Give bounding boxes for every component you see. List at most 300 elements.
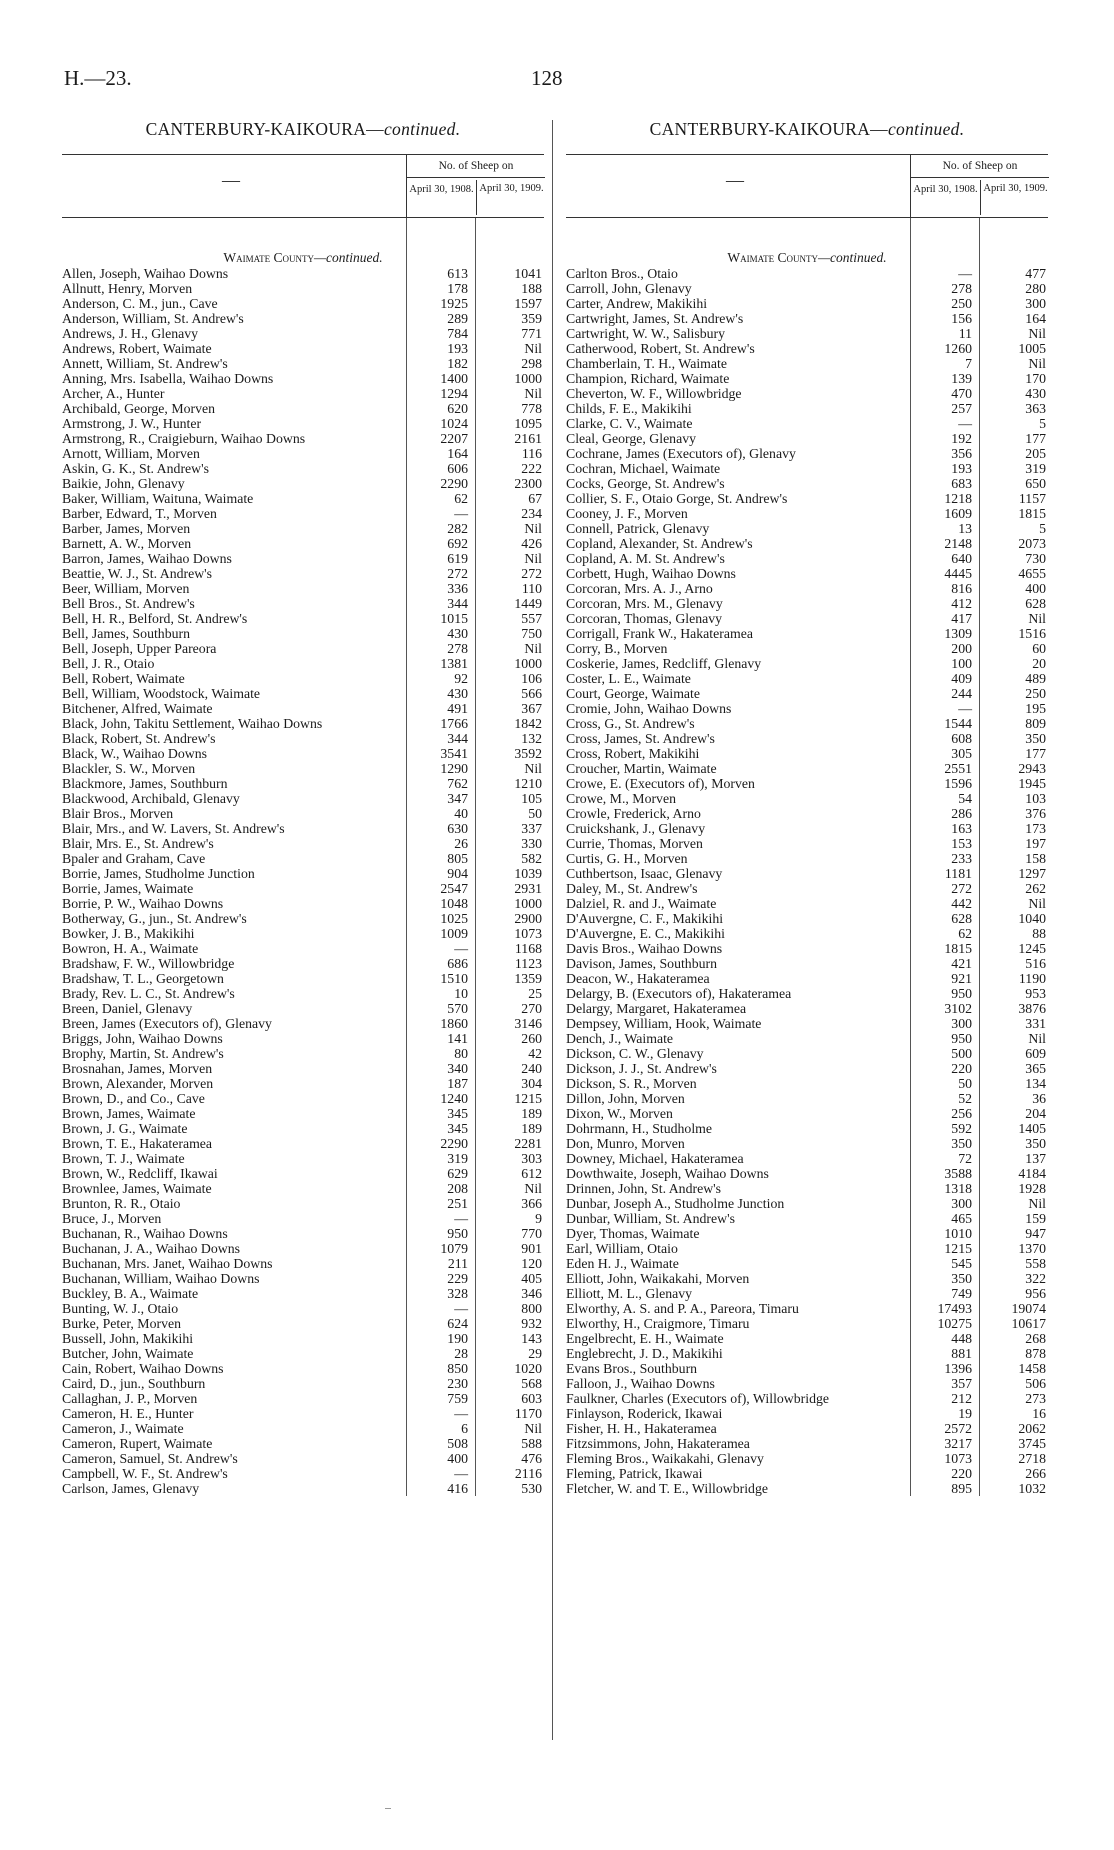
sheep-1908-value: 178 [447,281,468,296]
holder-name: Don, Munro, Morven [566,1136,685,1151]
sheep-1909-value: 204 [1025,1106,1046,1121]
holder-name: Bunting, W. J., Otaio [62,1301,179,1316]
table-row [62,926,544,941]
table-row [62,656,544,671]
sheep-1909-value: 110 [521,581,542,596]
table-row [566,446,1048,461]
sheep-1909-value: 1000 [514,656,542,671]
holder-name: Cooney, J. F., Morven [566,506,688,521]
sheep-1908-value: 357 [951,1376,972,1391]
table-row [566,626,1048,641]
holder-name: Cuthbertson, Isaac, Glenavy [566,866,723,881]
sheep-1909-value: 1032 [1018,1481,1046,1496]
table-row [566,1031,1048,1046]
table-row [566,1451,1048,1466]
sheep-1908-value: 54 [958,791,972,806]
sheep-1908-value: 1381 [440,656,468,671]
table-row [62,1466,544,1481]
sheep-1908-value: — [958,701,972,716]
holder-name: Cross, Robert, Makikihi [566,746,700,761]
sheep-1909-value: 426 [521,536,542,551]
holder-name: Eden H. J., Waimate [566,1256,679,1271]
sheep-1909-value: 25 [528,986,542,1001]
table-row [62,1091,544,1106]
table-row [566,896,1048,911]
page-mark [385,1808,391,1809]
sheep-1908-value: 72 [958,1151,972,1166]
sheep-1909-value: 170 [1025,371,1046,386]
sheep-1908-value: 4445 [944,566,972,581]
sheep-1909-value: 506 [1025,1376,1046,1391]
table-row [566,1391,1048,1406]
table-row [566,1061,1048,1076]
sheep-1909-value: 173 [1025,821,1046,836]
sheep-1908-value: 470 [951,386,972,401]
right-column [566,116,1048,1496]
sheep-1909-value: 222 [521,461,542,476]
holder-name: Blair Bros., Morven [62,806,174,821]
table-row [566,476,1048,491]
sheep-1909-value: 603 [521,1391,542,1406]
table-row [62,1181,544,1196]
sheep-1908-value: 256 [951,1106,972,1121]
table-row [62,1136,544,1151]
sheep-1909-value: 1842 [514,716,542,731]
sheep-1908-value: 13 [958,521,972,536]
table-row [566,296,1048,311]
sheep-1908-value: 759 [447,1391,468,1406]
sheep-1909-value: 300 [1025,296,1046,311]
holder-name: Buchanan, Mrs. Janet, Waihao Downs [62,1256,273,1271]
table-row [62,821,544,836]
table-row [566,386,1048,401]
table-row [566,1346,1048,1361]
holder-name: Dickson, S. R., Morven [566,1076,697,1091]
table-row [566,1331,1048,1346]
sheep-1909-value: 2931 [514,881,542,896]
sheep-1908-value: 1181 [944,866,972,881]
sheep-1908-value: 1218 [944,491,972,506]
holder-name: Breen, James (Executors of), Glenavy [62,1016,272,1031]
sheep-1908-value: 80 [454,1046,468,1061]
table-row [566,941,1048,956]
table-row [62,326,544,341]
table-row [62,701,544,716]
sheep-1909-value: 240 [521,1061,542,1076]
table-row [62,671,544,686]
sheep-1909-value: 1449 [514,596,542,611]
sheep-1909-value: 134 [1025,1076,1046,1091]
holder-name: Bell, James, Southburn [62,626,190,641]
holder-name: Court, George, Waimate [566,686,701,701]
sheep-1909-value: 197 [1025,836,1046,851]
sheep-1909-value: 262 [1025,881,1046,896]
table-row [62,1286,544,1301]
sheep-1908-value: 156 [951,311,972,326]
sheep-1909-value: 67 [528,491,542,506]
sheep-1909-value: 164 [1025,311,1046,326]
holder-name: D'Auvergne, C. F., Makikihi [566,911,724,926]
holder-name: Clarke, C. V., Waimate [566,416,693,431]
table-row [62,1226,544,1241]
holder-name: Buchanan, R., Waihao Downs [62,1226,228,1241]
sheep-1909-value: 588 [521,1436,542,1451]
table-row [62,356,544,371]
sheep-1909-value: 137 [1025,1151,1046,1166]
sheep-1908-value: 278 [447,641,468,656]
sheep-1908-value: — [454,1211,468,1226]
sheep-1908-value: 347 [447,791,468,806]
holder-name: Brown, D., and Co., Cave [62,1091,205,1106]
sheep-1908-value: 26 [454,836,468,851]
sheep-1909-value: 159 [1025,1211,1046,1226]
sheep-1909-value: 195 [1025,701,1046,716]
sheep-1908-value: 300 [951,1196,972,1211]
sheep-1909-value: 350 [1025,731,1046,746]
holder-name: Crowle, Frederick, Arno [566,806,701,821]
sheep-1909-value: 346 [521,1286,542,1301]
holder-name: Caird, D., jun., Southburn [62,1376,206,1391]
holder-name: Elliott, M. L., Glenavy [566,1286,693,1301]
holder-name: Cheverton, W. F., Willowbridge [566,386,742,401]
sheep-1909-value: 1000 [514,896,542,911]
holder-name: Delargy, Margaret, Hakateramea [566,1001,747,1016]
holder-name: Dickson, J. J., St. Andrew's [566,1061,717,1076]
sheep-1908-value: 3541 [440,746,468,761]
holder-name: Drinnen, John, St. Andrew's [566,1181,722,1196]
holder-name: Brown, T. J., Waimate [62,1151,185,1166]
sheep-1908-value: 1400 [440,371,468,386]
sheep-1909-value: 350 [1025,1136,1046,1151]
right-table-body [566,218,1048,1496]
holder-name: Bruce, J., Morven [62,1211,162,1226]
sheep-1909-value: 304 [521,1076,542,1091]
sheep-1908-value: 2572 [944,1421,972,1436]
holder-name: Allen, Joseph, Waihao Downs [62,266,229,281]
sheep-1909-value: 4655 [1018,566,1046,581]
holder-name: Cameron, Samuel, St. Andrew's [62,1451,238,1466]
sheep-1909-value: 901 [521,1241,542,1256]
table-row [62,626,544,641]
table-row [62,1271,544,1286]
sheep-1909-value: Nil [1028,356,1046,371]
sheep-1908-value: — [454,941,468,956]
holder-name: Dixon, W., Morven [566,1106,673,1121]
sheep-1909-value: 489 [1025,671,1046,686]
sheep-1909-value: 5 [1039,521,1046,536]
table-row [566,1166,1048,1181]
table-row [62,761,544,776]
table-row [566,1226,1048,1241]
holder-name: Archibald, George, Morven [62,401,215,416]
sheep-1909-value: 5 [1039,416,1046,431]
sheep-1909-value: 260 [521,1031,542,1046]
table-row [62,266,544,281]
holder-name: Brown, Alexander, Morven [62,1076,214,1091]
holder-name: Brady, Rev. L. C., St. Andrew's [62,986,235,1001]
sheep-1909-value: 103 [1025,791,1046,806]
table-row [566,1466,1048,1481]
left-column [62,116,544,1496]
holder-name: Andrews, Robert, Waimate [62,341,212,356]
table-row [566,1301,1048,1316]
sheep-1908-value: 950 [951,986,972,1001]
holder-name: Bussell, John, Makikihi [62,1331,194,1346]
holder-name: Botherway, G., jun., St. Andrew's [62,911,247,926]
table-row [566,836,1048,851]
table-row [62,506,544,521]
holder-name: Cameron, J., Waimate [62,1421,184,1436]
table-row [62,1316,544,1331]
column-1908-header: April 30, 1908. [407,180,477,215]
table-row [62,1256,544,1271]
sheep-1908-value: 1860 [440,1016,468,1031]
holder-name: Anderson, C. M., jun., Cave [62,296,218,311]
sheep-1908-value: 400 [447,1451,468,1466]
sheep-1909-value: 363 [1025,401,1046,416]
sheep-1909-value: 1000 [514,371,542,386]
sheep-1909-value: 2116 [514,1466,542,1481]
holder-name: Coskerie, James, Redcliff, Glenavy [566,656,762,671]
holder-name: Allnutt, Henry, Morven [62,281,193,296]
name-column-header: — [726,170,744,190]
column-1909-header: April 30, 1909. [479,183,544,194]
table-row [62,281,544,296]
sheep-1908-value: 412 [951,596,972,611]
table-row [566,701,1048,716]
holder-name: Borrie, James, Waimate [62,881,194,896]
sheep-1908-value: 1025 [440,911,468,926]
left-column-title: CANTERBURY-KAIKOURA—continued. [145,119,461,139]
sheep-1908-value: 417 [951,611,972,626]
sheep-1908-value: 1073 [944,1451,972,1466]
sheep-1909-value: Nil [524,386,542,401]
holder-name: Blackmore, James, Southburn [62,776,228,791]
table-row [566,326,1048,341]
sheep-1909-value: 612 [521,1166,542,1181]
holder-name: Bowron, H. A., Waimate [62,941,199,956]
sheep-1908-value: 3588 [944,1166,972,1181]
table-row [62,941,544,956]
holder-name: Corcoran, Mrs. M., Glenavy [566,596,723,611]
sheep-1908-value: 613 [447,266,468,281]
sheep-1908-value: 2290 [440,1136,468,1151]
sheep-1908-value: 28 [454,1346,468,1361]
table-row [62,776,544,791]
sheep-1909-value: 730 [1025,551,1046,566]
sheep-1908-value: 305 [951,746,972,761]
table-row [566,266,1048,281]
sheep-1908-value: 465 [951,1211,972,1226]
sheep-1909-value: 234 [521,506,542,521]
table-row [566,971,1048,986]
sheep-1908-value: 62 [454,491,468,506]
table-row [62,881,544,896]
sheep-1909-value: 2062 [1018,1421,1046,1436]
left-table-header [62,154,544,218]
table-row [566,1076,1048,1091]
sheep-1908-value: 1048 [440,896,468,911]
holder-name: Barber, Edward, T., Morven [62,506,217,521]
sheep-1909-value: 609 [1025,1046,1046,1061]
sheep-1909-value: 1215 [514,1091,542,1106]
sheep-1908-value: 230 [447,1376,468,1391]
sheep-1908-value: 251 [447,1196,468,1211]
table-row [62,1106,544,1121]
sheep-1909-value: 750 [521,626,542,641]
holder-name: Briggs, John, Waihao Downs [62,1031,223,1046]
sheep-1908-value: 784 [447,326,468,341]
column-separator [552,120,553,1740]
sheep-1909-value: 1210 [514,776,542,791]
sheep-1908-value: 430 [447,686,468,701]
sheep-1908-value: 1215 [944,1241,972,1256]
table-row [566,1361,1048,1376]
holder-name: Cross, James, St. Andrew's [566,731,715,746]
holder-name: Brownlee, James, Waimate [62,1181,212,1196]
sheep-1908-value: 139 [951,371,972,386]
sheep-1908-value: 257 [951,401,972,416]
table-row [62,1076,544,1091]
table-row [566,506,1048,521]
table-row [62,431,544,446]
table-row [566,356,1048,371]
sheep-1908-value: 950 [447,1226,468,1241]
table-row [62,956,544,971]
sheep-1908-value: 3102 [944,1001,972,1016]
table-row [566,776,1048,791]
holder-name: Cochran, Michael, Waimate [566,461,721,476]
holder-name: Elliott, John, Waikakahi, Morven [566,1271,750,1286]
sheep-1908-value: — [454,1466,468,1481]
sheep-1909-value: 1123 [514,956,542,971]
sheep-1908-value: 193 [951,461,972,476]
table-row [566,866,1048,881]
sheep-1908-value: 350 [951,1271,972,1286]
table-row [62,1451,544,1466]
sheep-1908-value: 950 [951,1031,972,1046]
sheep-1909-value: 319 [1025,461,1046,476]
holder-name: Brophy, Martin, St. Andrew's [62,1046,224,1061]
holder-name: Armstrong, J. W., Hunter [62,416,202,431]
sheep-1908-value: 545 [951,1256,972,1271]
sheep-1909-value: 250 [1025,686,1046,701]
sheep-1909-value: 366 [521,1196,542,1211]
sheep-1908-value: 491 [447,701,468,716]
sheep-1909-value: 365 [1025,1061,1046,1076]
holder-name: Brown, T. E., Hakateramea [62,1136,213,1151]
sheep-1908-value: 1294 [440,386,468,401]
sheep-1908-value: 187 [447,1076,468,1091]
table-row [566,521,1048,536]
sheep-1909-value: 10617 [1011,1316,1046,1331]
table-row [62,551,544,566]
holder-name: Croucher, Martin, Waimate [566,761,717,776]
sheep-1908-value: 592 [951,1121,972,1136]
sheep-1909-value: 809 [1025,716,1046,731]
holder-name: Bradshaw, T. L., Georgetown [62,971,224,986]
sheep-1909-value: 1157 [1018,491,1046,506]
holder-name: Brown, James, Waimate [62,1106,196,1121]
holder-name: Connell, Patrick, Glenavy [566,521,710,536]
table-row [566,281,1048,296]
section-heading: Waimate County—continued. [223,250,383,265]
sheep-1909-value: 177 [1025,431,1046,446]
holder-name: Dohrmann, H., Studholme [566,1121,713,1136]
sheep-1908-value: 272 [951,881,972,896]
sheep-1908-value: 211 [447,1256,468,1271]
holder-name: Crowe, M., Morven [566,791,676,806]
sheep-1908-value: 630 [447,821,468,836]
table-row [62,746,544,761]
table-row [62,476,544,491]
holder-name: Bpaler and Graham, Cave [62,851,206,866]
table-row [566,1316,1048,1331]
sheep-1908-value: 2551 [944,761,972,776]
right-column-title: CANTERBURY-KAIKOURA—continued. [649,119,965,139]
table-row [566,956,1048,971]
sheep-1908-value: 683 [951,476,972,491]
holder-name: Englebrecht, J. D., Makikihi [566,1346,723,1361]
table-row [566,1106,1048,1121]
sheep-1908-value: 448 [951,1331,972,1346]
table-row [566,656,1048,671]
table-row [566,761,1048,776]
holder-name: Finlayson, Roderick, Ikawai [566,1406,723,1421]
name-column-header: — [222,170,240,190]
sheep-1908-value: 442 [951,896,972,911]
sheep-1909-value: 1945 [1018,776,1046,791]
holder-name: Baker, William, Waituna, Waimate [62,491,254,506]
table-row [62,986,544,1001]
sheep-1908-value: — [958,266,972,281]
holder-name: Delargy, B. (Executors of), Hakateramea [566,986,792,1001]
holder-name: Baikie, John, Glenavy [62,476,185,491]
holder-name: Downey, Michael, Hakateramea [566,1151,744,1166]
table-row [566,986,1048,1001]
holder-name: Cruickshank, J., Glenavy [566,821,706,836]
sheep-1909-value: 280 [1025,281,1046,296]
holder-name: Bell, William, Woodstock, Waimate [62,686,261,701]
sheep-1908-value: 336 [447,581,468,596]
sheep-1908-value: — [454,1406,468,1421]
sheep-1909-value: 2161 [514,431,542,446]
sheep-1909-value: Nil [1028,896,1046,911]
holder-name: Engelbrecht, E. H., Waimate [566,1331,724,1346]
sheep-1909-value: 88 [1032,926,1046,941]
holder-name: Burke, Peter, Morven [62,1316,181,1331]
table-row [566,551,1048,566]
table-row [566,611,1048,626]
sheep-1909-value: 273 [1025,1391,1046,1406]
holder-name: Black, Robert, St. Andrew's [62,731,216,746]
holder-name: Dunbar, William, St. Andrew's [566,1211,735,1226]
holder-name: Armstrong, R., Craigieburn, Waihao Downs [62,431,306,446]
table-row [566,881,1048,896]
table-row [62,1166,544,1181]
sheep-1908-value: 640 [951,551,972,566]
table-row [62,521,544,536]
sheep-1909-value: 177 [1025,746,1046,761]
table-row [62,896,544,911]
sheep-1908-value: 212 [951,1391,972,1406]
holder-name: Earl, William, Otaio [566,1241,678,1256]
sheep-1908-value: 3217 [944,1436,972,1451]
sheep-1909-value: 303 [521,1151,542,1166]
sheep-1909-value: 1168 [514,941,542,956]
holder-name: Dowthwaite, Joseph, Waihao Downs [566,1166,769,1181]
sheep-1908-value: 289 [447,311,468,326]
